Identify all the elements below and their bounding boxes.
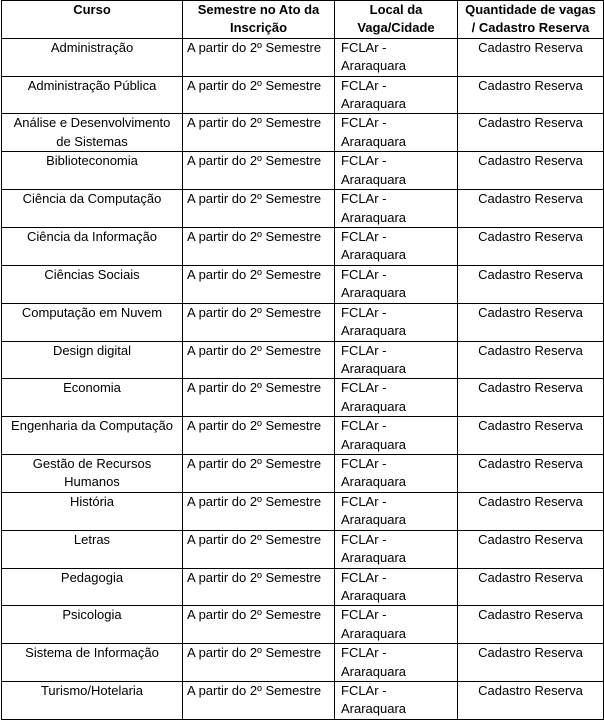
cell-semestre: A partir do 2º Semestre — [183, 568, 335, 606]
header-curso: Curso — [2, 1, 183, 39]
cell-local: FCLAr - Araraquara — [335, 303, 458, 341]
table-row — [2, 682, 604, 720]
cell-quantidade: Cadastro Reserva — [458, 76, 604, 114]
table-row — [2, 530, 604, 568]
cell-semestre: A partir do 2º Semestre — [183, 606, 335, 644]
cell-curso: Administração — [2, 38, 183, 76]
cell-quantidade: Cadastro Reserva — [458, 38, 604, 76]
cell-semestre: A partir do 2º Semestre — [183, 341, 335, 379]
cell-curso: Computação em Nuvem — [2, 303, 183, 341]
table-row — [2, 492, 604, 530]
table-row — [2, 606, 604, 644]
cell-semestre: A partir do 2º Semestre — [183, 682, 335, 720]
table-row — [2, 303, 604, 341]
table-row — [2, 265, 604, 303]
table-row — [2, 341, 604, 379]
cell-curso: Engenharia da Computação — [2, 417, 183, 455]
cell-curso: Psicologia — [2, 606, 183, 644]
cell-local: FCLAr - Araraquara — [335, 190, 458, 228]
cell-semestre: A partir do 2º Semestre — [183, 38, 335, 76]
cell-local: FCLAr - Araraquara — [335, 492, 458, 530]
cell-curso: Gestão de Recursos Humanos — [2, 454, 183, 492]
table-body — [2, 38, 604, 719]
cell-curso: Economia — [2, 379, 183, 417]
cell-semestre: A partir do 2º Semestre — [183, 530, 335, 568]
cell-local: FCLAr - Araraquara — [335, 568, 458, 606]
cell-semestre: A partir do 2º Semestre — [183, 190, 335, 228]
cell-quantidade: Cadastro Reserva — [458, 606, 604, 644]
cell-quantidade: Cadastro Reserva — [458, 644, 604, 682]
cell-curso: Análise e Desenvolvimento de Sistemas — [2, 114, 183, 152]
cell-quantidade: Cadastro Reserva — [458, 303, 604, 341]
cell-local: FCLAr - Araraquara — [335, 38, 458, 76]
cell-semestre: A partir do 2º Semestre — [183, 265, 335, 303]
cell-local: FCLAr - Araraquara — [335, 682, 458, 720]
cell-curso: História — [2, 492, 183, 530]
cell-quantidade: Cadastro Reserva — [458, 190, 604, 228]
cell-curso: Letras — [2, 530, 183, 568]
cell-curso: Ciências Sociais — [2, 265, 183, 303]
table-row — [2, 568, 604, 606]
cell-quantidade: Cadastro Reserva — [458, 265, 604, 303]
table-row — [2, 228, 604, 266]
table-row — [2, 379, 604, 417]
cell-quantidade: Cadastro Reserva — [458, 417, 604, 455]
table-row — [2, 454, 604, 492]
cell-quantidade: Cadastro Reserva — [458, 379, 604, 417]
cell-semestre: A partir do 2º Semestre — [183, 379, 335, 417]
cell-quantidade: Cadastro Reserva — [458, 568, 604, 606]
cell-local: FCLAr - Araraquara — [335, 114, 458, 152]
cell-curso: Sistema de Informação — [2, 644, 183, 682]
table-header — [2, 1, 604, 39]
cell-local: FCLAr - Araraquara — [335, 530, 458, 568]
cell-quantidade: Cadastro Reserva — [458, 114, 604, 152]
table-row — [2, 76, 604, 114]
cell-quantidade: Cadastro Reserva — [458, 492, 604, 530]
table-row — [2, 152, 604, 190]
cell-local: FCLAr - Araraquara — [335, 265, 458, 303]
cell-semestre: A partir do 2º Semestre — [183, 76, 335, 114]
cell-quantidade: Cadastro Reserva — [458, 341, 604, 379]
header-semestre: Semestre no Ato da Inscrição — [183, 1, 335, 39]
cell-local: FCLAr - Araraquara — [335, 417, 458, 455]
cell-semestre: A partir do 2º Semestre — [183, 303, 335, 341]
table-row — [2, 417, 604, 455]
cell-local: FCLAr - Araraquara — [335, 341, 458, 379]
cell-local: FCLAr - Araraquara — [335, 644, 458, 682]
cell-quantidade: Cadastro Reserva — [458, 530, 604, 568]
cell-curso: Administração Pública — [2, 76, 183, 114]
table-row — [2, 38, 604, 76]
table-row — [2, 190, 604, 228]
cell-semestre: A partir do 2º Semestre — [183, 152, 335, 190]
cell-local: FCLAr - Araraquara — [335, 379, 458, 417]
cell-curso: Turismo/Hotelaria — [2, 682, 183, 720]
header-row — [2, 1, 604, 39]
cell-quantidade: Cadastro Reserva — [458, 152, 604, 190]
cell-semestre: A partir do 2º Semestre — [183, 417, 335, 455]
cell-semestre: A partir do 2º Semestre — [183, 454, 335, 492]
cell-semestre: A partir do 2º Semestre — [183, 492, 335, 530]
vacancies-table — [1, 0, 604, 720]
cell-local: FCLAr - Araraquara — [335, 228, 458, 266]
cell-semestre: A partir do 2º Semestre — [183, 114, 335, 152]
header-local: Local da Vaga/Cidade — [335, 1, 458, 39]
cell-semestre: A partir do 2º Semestre — [183, 228, 335, 266]
table-row — [2, 644, 604, 682]
cell-semestre: A partir do 2º Semestre — [183, 644, 335, 682]
cell-quantidade: Cadastro Reserva — [458, 682, 604, 720]
cell-curso: Design digital — [2, 341, 183, 379]
cell-curso: Ciência da Informação — [2, 228, 183, 266]
cell-local: FCLAr - Araraquara — [335, 76, 458, 114]
cell-curso: Pedagogia — [2, 568, 183, 606]
cell-quantidade: Cadastro Reserva — [458, 454, 604, 492]
cell-local: FCLAr - Araraquara — [335, 454, 458, 492]
cell-local: FCLAr - Araraquara — [335, 152, 458, 190]
cell-curso: Biblioteconomia — [2, 152, 183, 190]
table-row — [2, 114, 604, 152]
header-quantidade: Quantidade de vagas / Cadastro Reserva — [458, 1, 604, 39]
cell-local: FCLAr - Araraquara — [335, 606, 458, 644]
cell-quantidade: Cadastro Reserva — [458, 228, 604, 266]
cell-curso: Ciência da Computação — [2, 190, 183, 228]
